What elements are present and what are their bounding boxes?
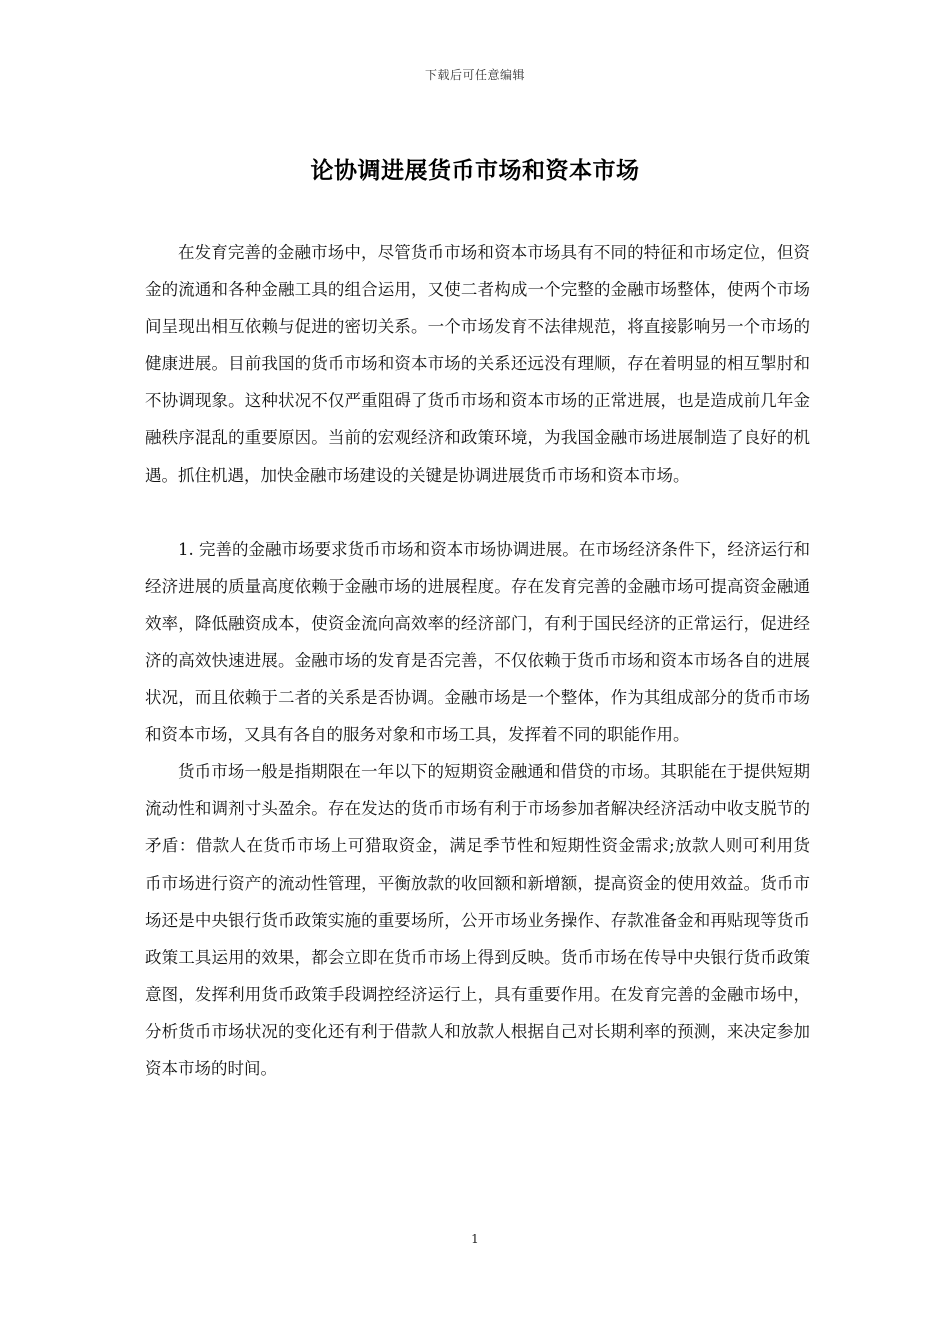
paragraph-money-market: 货币市场一般是指期限在一年以下的短期资金融通和借贷的市场。其职能在于提供短期流动性和调剂寸头盈余。存在发达的货币市场有利于市场参加者解决经济活动中收支脱节的矛盾：借款人在货币市场上可猎取资金，满足季节性和短期性资金需求;放款人则可利用货币市场进行资产的流动性管理，平衡放款的收回额和新增额，提高资金的使用效益。货币市场还是中央银行货币政策实施的重要场所，公开市场业务操作、存款准备金和再贴现等货币政策工具运用的效果，都会立即在货币市场上得到反映。货币市场在传导中央银行货币政策意图，发挥利用货币政策手段调控经济运行上，具有重要作用。在发育完善的金融市场中，分析货币市场状况的变化还有利于借款人和放款人根据自己对长期利率的预测，来决定参加资本市场的时间。 — [145, 762, 810, 1078]
paragraph-intro: 在发育完善的金融市场中，尽管货币市场和资本市场具有不同的特征和市场定位，但资金的流通和各种金融工具的组合运用，又使二者构成一个完整的金融市场整体，使两个市场间呈现出相互依赖与促进的密切关系。一个市场发育不法律规范，将直接影响另一个市场的健康进展。目前我国的货币市场和资本市场的关系还远没有理顺，存在着明显的相互掣肘和不协调现象。这种状况不仅严重阻碍了货币市场和资本市场的正常进展，也是造成前几年金融秩序混乱的重要原因。当前的宏观经济和政策环境，为我国金融市场进展制造了良好的机遇。抓住机遇，加快金融市场建设的关键是协调进展货币市场和资本市场。 — [145, 243, 810, 485]
document-title: 论协调进展货币市场和资本市场 — [310, 157, 640, 184]
page-header-note: 下载后可任意编辑 — [424, 68, 525, 82]
paragraph-section-1: 1. 完善的金融市场要求货币市场和资本市场协调进展。在市场经济条件下，经济运行和经济进展的质量高度依赖于金融市场的进展程度。存在发育完善的金融市场可提高资金融通效率，降低融资成本，使资金流向高效率的经济部门，有利于国民经济的正常运行，促进经济的高效快速进展。金融市场的发育是否完善，不仅依赖于货币市场和资本市场各自的进展状况，而且依赖于二者的关系是否协调。金融市场是一个整体，作为其组成部分的货币市场和资本市场，又具有各自的服务对象和市场工具，发挥着不同的职能作用。 — [145, 539, 810, 745]
document-body — [145, 234, 810, 1087]
page-number: 1 — [471, 1232, 479, 1246]
